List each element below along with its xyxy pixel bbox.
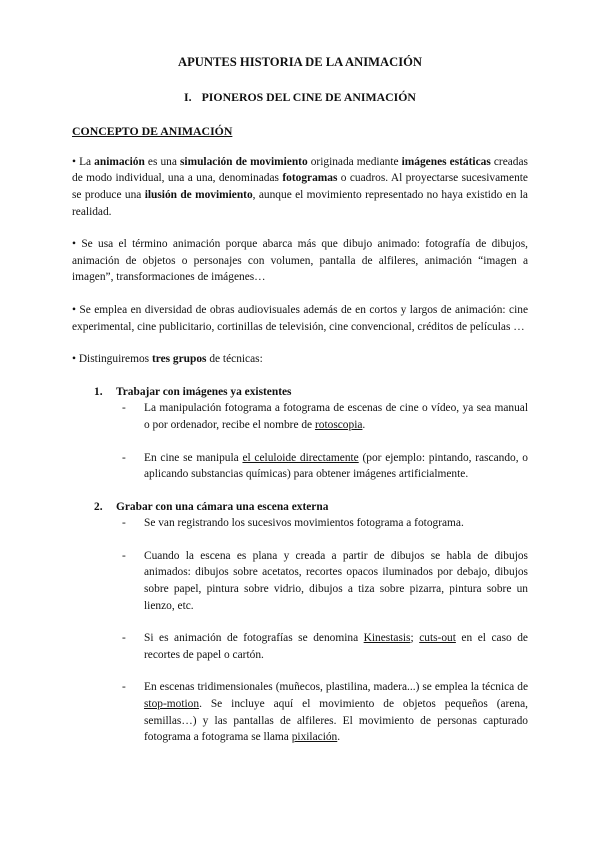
bold-term: imágenes estáticas [401, 155, 491, 168]
paragraph-groups-intro [72, 351, 528, 368]
text-run: En escenas tridimensionales (muñecos, plastilina, madera...) se emplea la técnica de [144, 681, 528, 694]
text-run: en el caso de recortes de papel o cartón. [144, 632, 528, 661]
group-1-heading [94, 384, 528, 401]
section-number: I. [184, 89, 192, 104]
text-run: , aunque el movimiento representado no haya existido en la realidad. [72, 188, 528, 218]
text-run: o cuadros. Al proyectarse sucesivamente se produce una [72, 172, 528, 201]
underlined-term: rotoscopia [314, 418, 363, 431]
bold-term: animación [94, 155, 145, 168]
paragraph-applications: • Se emplea en diversidad de obras audiovisuales además de en cortos y largos de animación: cine experimental, cine publicitario, cortinillas de televisión, cine convencional, créditos de películas … [72, 303, 528, 333]
document-title: APUNTES HISTORIA DE LA ANIMACIÓN [178, 55, 422, 69]
group-2-list [72, 515, 528, 746]
text-run: ; [410, 632, 420, 645]
text-run: La manipulación fotograma a fotograma de escenas de cine o vídeo, ya sea manual o por ordenador, recibe el nombre de [144, 402, 528, 431]
text-run: es una [144, 155, 180, 168]
section-title-text: PIONEROS DEL CINE DE ANIMACIÓN [201, 89, 416, 104]
bold-term: simulación de movimiento [179, 155, 308, 168]
text-run: . [362, 418, 366, 431]
underlined-term: el celuloide directamente [242, 451, 359, 464]
concept-heading: CONCEPTO DE ANIMACIÓN [72, 124, 233, 139]
group-1-list [72, 400, 528, 482]
list-item [122, 679, 528, 745]
group-number: 2. [94, 500, 103, 513]
list-item [122, 450, 528, 483]
group-2-heading [94, 499, 528, 516]
group-title: Trabajar con imágenes ya existentes [116, 385, 292, 398]
text-run: originada mediante [307, 155, 402, 168]
underlined-term: cuts-out [419, 632, 456, 645]
text-run: • La [72, 155, 95, 168]
group-title: Grabar con una cámara una escena externa [116, 500, 329, 513]
bold-term: fotogramas [282, 172, 338, 185]
paragraph-term-usage: • Se usa el término animación porque abarca más que dibujo animado: fotografía de dibujos, animación de objetos o personajes con volumen, pantalla de alfileres, animación “imagen a imagen”, transformaciones de imágenes… [72, 238, 528, 284]
list-item: - Cuando la escena es plana y creada a partir de dibujos se habla de dibujos animados: dibujos sobre acetatos, recortes opacos iluminados por debajo, dibujos sobre papel, pintura sobre vidrio, dibujos a tiza sobre pizarra, pintura sobre un lienzo, etc. [122, 548, 528, 614]
underlined-term: pixilación [291, 731, 338, 744]
underlined-term: Kinestasis [363, 632, 411, 645]
text-run: de técnicas: [206, 353, 263, 366]
list-item [122, 400, 528, 433]
group-number: 1. [94, 385, 103, 398]
underlined-term: stop-motion [144, 698, 200, 711]
bold-term: ilusión de movimiento [144, 188, 253, 201]
paragraph-definition [72, 154, 528, 220]
text-run: • Distinguiremos [72, 353, 152, 366]
text-run: . [337, 731, 341, 744]
text-run: En cine se manipula [144, 451, 243, 464]
text-run: Si es animación de fotografías se denomina [144, 632, 364, 645]
bold-term: tres grupos [151, 353, 207, 366]
text-run: (por ejemplo: pintando, rascando, o aplicando substancias químicas) para obtener imágenes artificialmente. [144, 451, 528, 481]
section-title [72, 89, 528, 106]
list-item [122, 630, 528, 663]
text-run: . Se incluye aquí el movimiento de objetos pequeños (arena, semillas…) y las pantallas de alfileres. El movimiento de personas capturado fotograma a fotograma se llama [144, 698, 528, 744]
list-item: - Se van registrando los sucesivos movimientos fotograma a fotograma. [122, 515, 528, 532]
text-run: creadas de modo individual, una a una, denominadas [72, 155, 528, 185]
